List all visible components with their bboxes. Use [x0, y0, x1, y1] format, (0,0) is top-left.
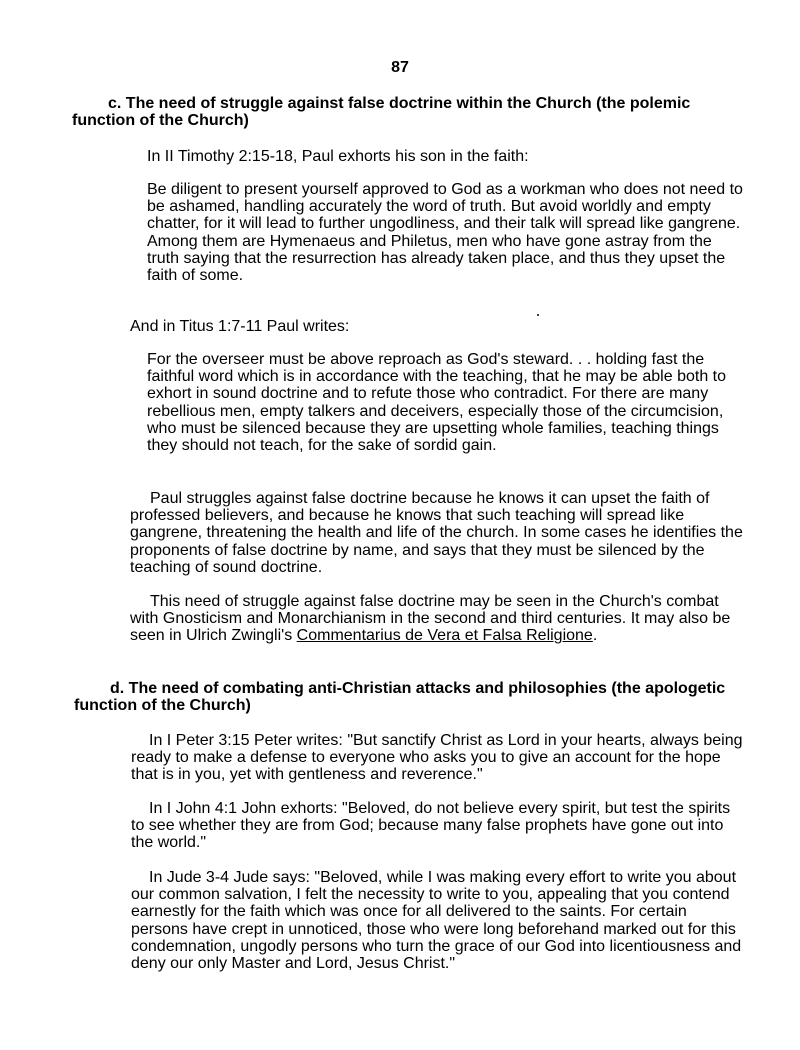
need-paragraph-text: This need of struggle against false doctrine may be seen in the Church's combat with Gnosticism and Monarchianism in the second and third centuries. It may also be seen in Ulrich Zwingli's	[130, 593, 731, 645]
struggle-paragraph: Paul struggles against false doctrine because he knows it can upset the faith of professed believers, and because he knows that such teaching will spread like gangrene, threatening the health and life of the church. In some cases he identifies the proponents of false doctrine by name, and says that they must be silenced by the teaching of sound doctrine.	[130, 490, 743, 576]
need-paragraph	[130, 593, 750, 645]
titus-quote: For the overseer must be above reproach as God's steward. . . holding fast the faithful word which is in accordance with the teaching, that he may be able both to exhort in sound doctrine and to refute those who contradict. For there are many rebellious men, empty talkers and deceivers, especially those of the circumcision, who must be silenced because they are upsetting whole families, teaching things they should not teach, for the sake of sordid gain.	[147, 351, 727, 455]
need-paragraph-end: .	[592, 627, 598, 645]
timothy-intro: In II Timothy 2:15-18, Paul exhorts his son in the faith:	[147, 148, 529, 165]
section-c-heading: c. The need of struggle against false doctrine within the Church (the polemic function of the Church)	[72, 95, 691, 130]
stray-mark	[537, 314, 539, 316]
jude-paragraph: In Jude 3-4 Jude says: "Beloved, while I was making every effort to write you about our common salvation, I felt the necessity to write to you, appealing that you contend earnestly for the faith which was once for all delivered to the saints. For certain persons have crept in unnoticed, those who were long beforehand marked out for this condemnation, ungodly persons who turn the grace of our God into licentiousness and deny our only Master and Lord, Jesus Christ."	[131, 869, 742, 973]
peter-paragraph: In I Peter 3:15 Peter writes: "But sanctify Christ as Lord in your hearts, always being ready to make a defense to everyone who asks you to give an account for the hope that is in you, yet with gentleness and reverence."	[131, 732, 743, 784]
titus-intro: And in Titus 1:7-11 Paul writes:	[130, 318, 350, 335]
page-number: 87	[391, 59, 409, 76]
john-paragraph: In I John 4:1 John exhorts: "Beloved, do not believe every spirit, but test the spirits to see whether they are from God; because many false prophets have gone out into the world."	[131, 800, 731, 852]
timothy-quote: Be diligent to present yourself approved to God as a workman who does not need to be ashamed, handling accurately the word of truth. But avoid worldly and empty chatter, for it will lead to further ungodliness, and their talk will spread like gangrene. Among them are Hymenaeus and Philetus, men who have gone astray from the truth saying that the resurrection has already taken place, and thus they upset the faith of some.	[147, 181, 743, 285]
zwingli-book-title: Commentarius de Vera et Falsa Religione	[296, 627, 593, 645]
section-d-heading: d. The need of combating anti-Christian attacks and philosophies (the apologetic function of the Church)	[74, 680, 726, 715]
